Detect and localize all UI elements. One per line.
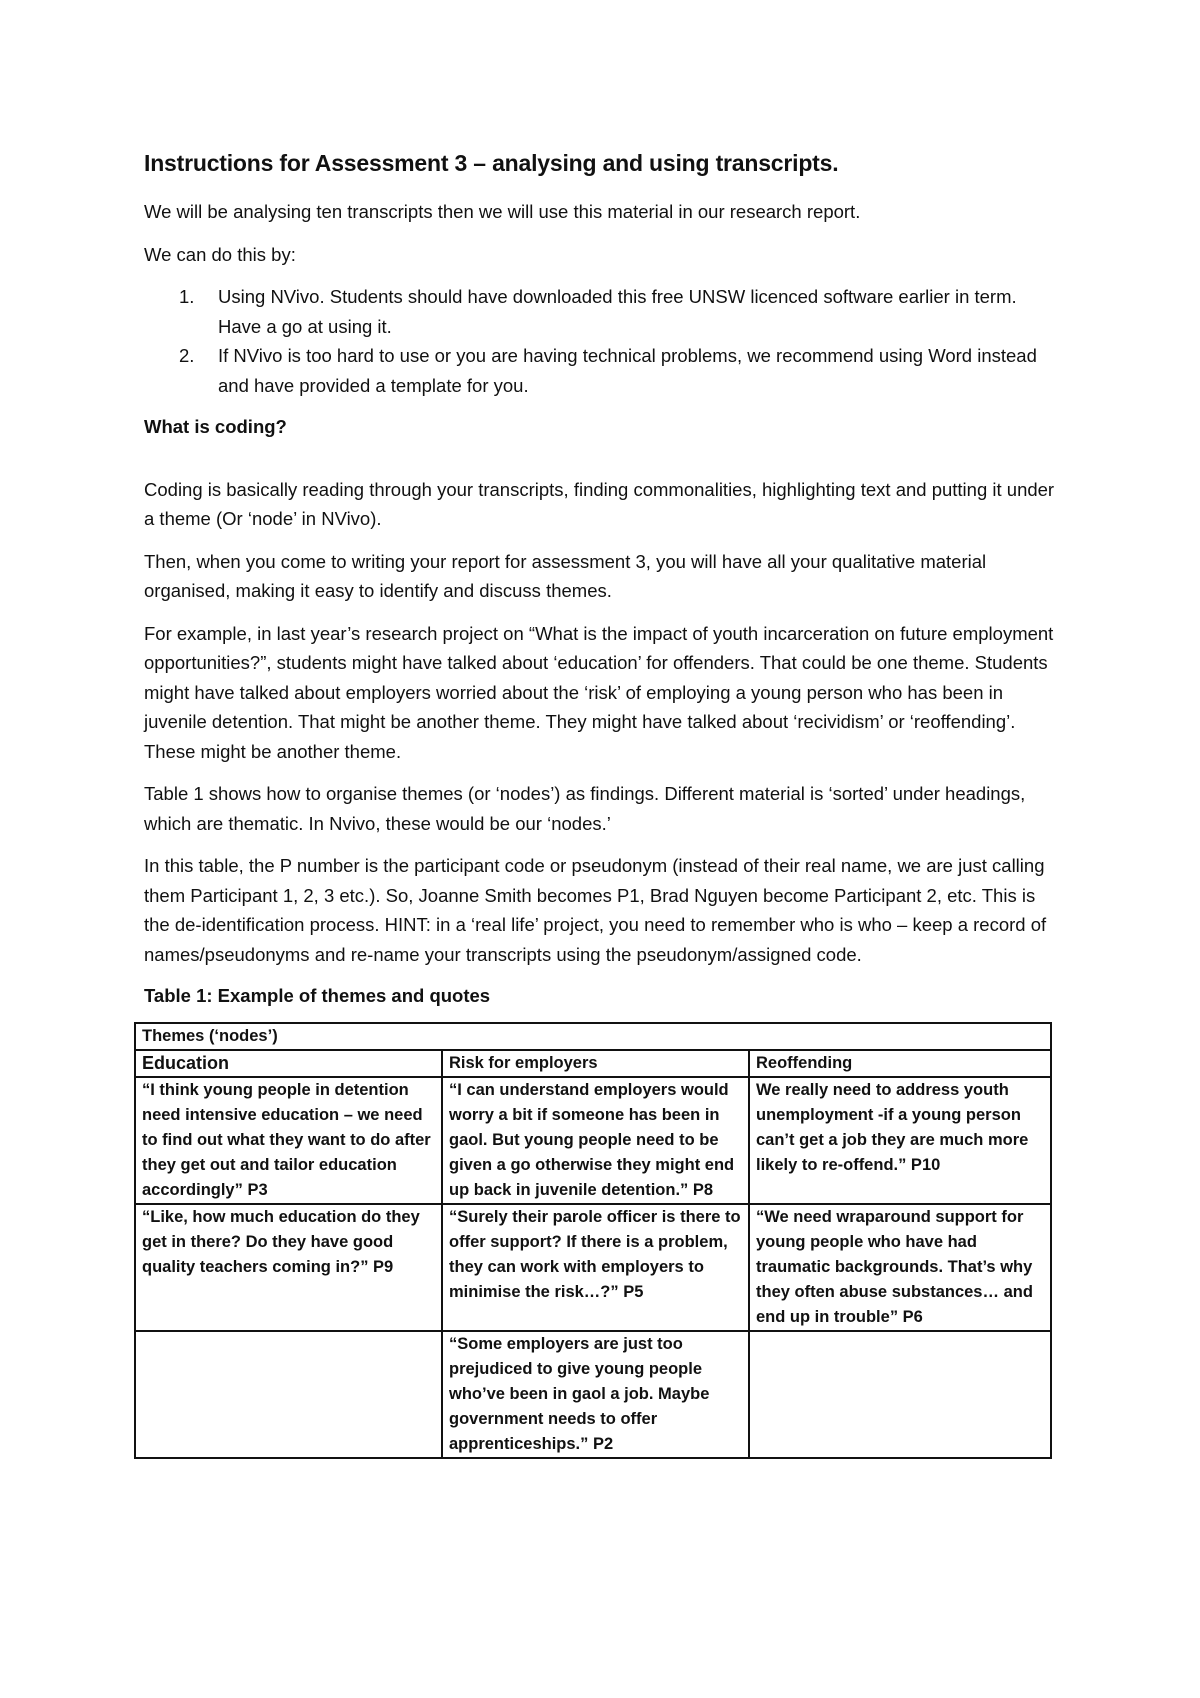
table-row [135, 1077, 1051, 1204]
column-header-risk: Risk for employers [442, 1050, 749, 1077]
list-item [144, 282, 1056, 341]
table-caption: Table 1: Example of themes and quotes [144, 985, 491, 1006]
paragraph-coding-definition: Coding is basically reading through your transcripts, finding commonalities, highlighting text and putting it under a theme (Or ‘node’ in NVivo). [144, 478, 1055, 529]
list-item-text: If NVivo is too hard to use or you are having technical problems, we recommend using Word instead and have provided a template for you. [218, 345, 1037, 396]
table-row [135, 1331, 1051, 1458]
table-cell: “I can understand employers would worry a bit if someone has been in gaol. But young people need to be given a go otherwise they might end up back in juvenile detention.” P8 [442, 1077, 749, 1204]
method-list [144, 282, 1056, 400]
table-cell: “I think young people in detention need intensive education – we need to find out what they want to do after they get out and tailor education accordingly” P3 [135, 1077, 442, 1204]
table-cell: “We need wraparound support for young people who have had traumatic backgrounds. That’s why they often abuse substances… and end up in trouble” P6 [749, 1204, 1051, 1331]
list-item [144, 341, 1056, 400]
list-number: 2. [179, 345, 195, 366]
themes-table [134, 1022, 1052, 1459]
list-item-text: Using NVivo. Students should have downloaded this free UNSW licenced software earlier in term. Have a go at using it. [218, 286, 1017, 337]
table-cell: “Some employers are just too prejudiced to give young people who’ve been in gaol a job. Maybe government needs to offer apprenticeships.” P2 [442, 1331, 749, 1458]
table-row [135, 1204, 1051, 1331]
column-header-reoffending: Reoffending [749, 1050, 1051, 1077]
paragraph-de-identification: In this table, the P number is the participant code or pseudonym (instead of their real name, we are just calling them Participant 1, 2, 3 etc.). So, Joanne Smith becomes P1, Brad Nguyen become Participant 2, etc. This is the de-identification process. HINT: in a ‘real life’ project, you need to remember who is who – keep a record of names/pseudonyms and re-name your transcripts using the pseudonym/assigned code. [144, 855, 1047, 965]
table-cell [749, 1331, 1051, 1458]
coding-heading: What is coding? [144, 416, 287, 437]
table-cell [135, 1331, 442, 1458]
table-column-header-row [135, 1050, 1051, 1077]
table-cell: We really need to address youth unemployment -if a young person can’t get a job they are much more likely to re-offend.” P10 [749, 1077, 1051, 1204]
list-number: 1. [179, 286, 195, 307]
paragraph-table-intro: Table 1 shows how to organise themes (or ‘nodes’) as findings. Different material is ‘sorted’ under headings, which are thematic. In Nvivo, these would be our ‘nodes.’ [144, 783, 1026, 834]
paragraph-example: For example, in last year’s research project on “What is the impact of youth incarceration on future employment opportunities?”, students might have talked about ‘education’ for offenders. That could be one theme. Students might have talked about employers worried about the ‘risk’ of employing a young person who has been in juvenile detention. That might be another theme. They might have talked about ‘recividism’ or ‘reoffending’. These might be another theme. [144, 622, 1054, 762]
document-title: Instructions for Assessment 3 – analysing and using transcripts. [144, 150, 839, 176]
can-do-paragraph: We can do this by: [144, 243, 296, 265]
themes-span-header: Themes (‘nodes’) [135, 1023, 1051, 1050]
document-page [144, 148, 1056, 1459]
column-header-education: Education [135, 1050, 442, 1077]
paragraph-report-writing: Then, when you come to writing your report for assessment 3, you will have all your qualitative material organised, making it easy to identify and discuss themes. [144, 550, 987, 601]
intro-paragraph: We will be analysing ten transcripts then we will use this material in our research report. [144, 201, 861, 222]
table-cell: “Surely their parole officer is there to offer support? If there is a problem, they can work with employers to minimise the risk…?” P5 [442, 1204, 749, 1331]
table-span-header-row [135, 1023, 1051, 1050]
table-cell: “Like, how much education do they get in there? Do they have good quality teachers coming in?” P9 [135, 1204, 442, 1331]
